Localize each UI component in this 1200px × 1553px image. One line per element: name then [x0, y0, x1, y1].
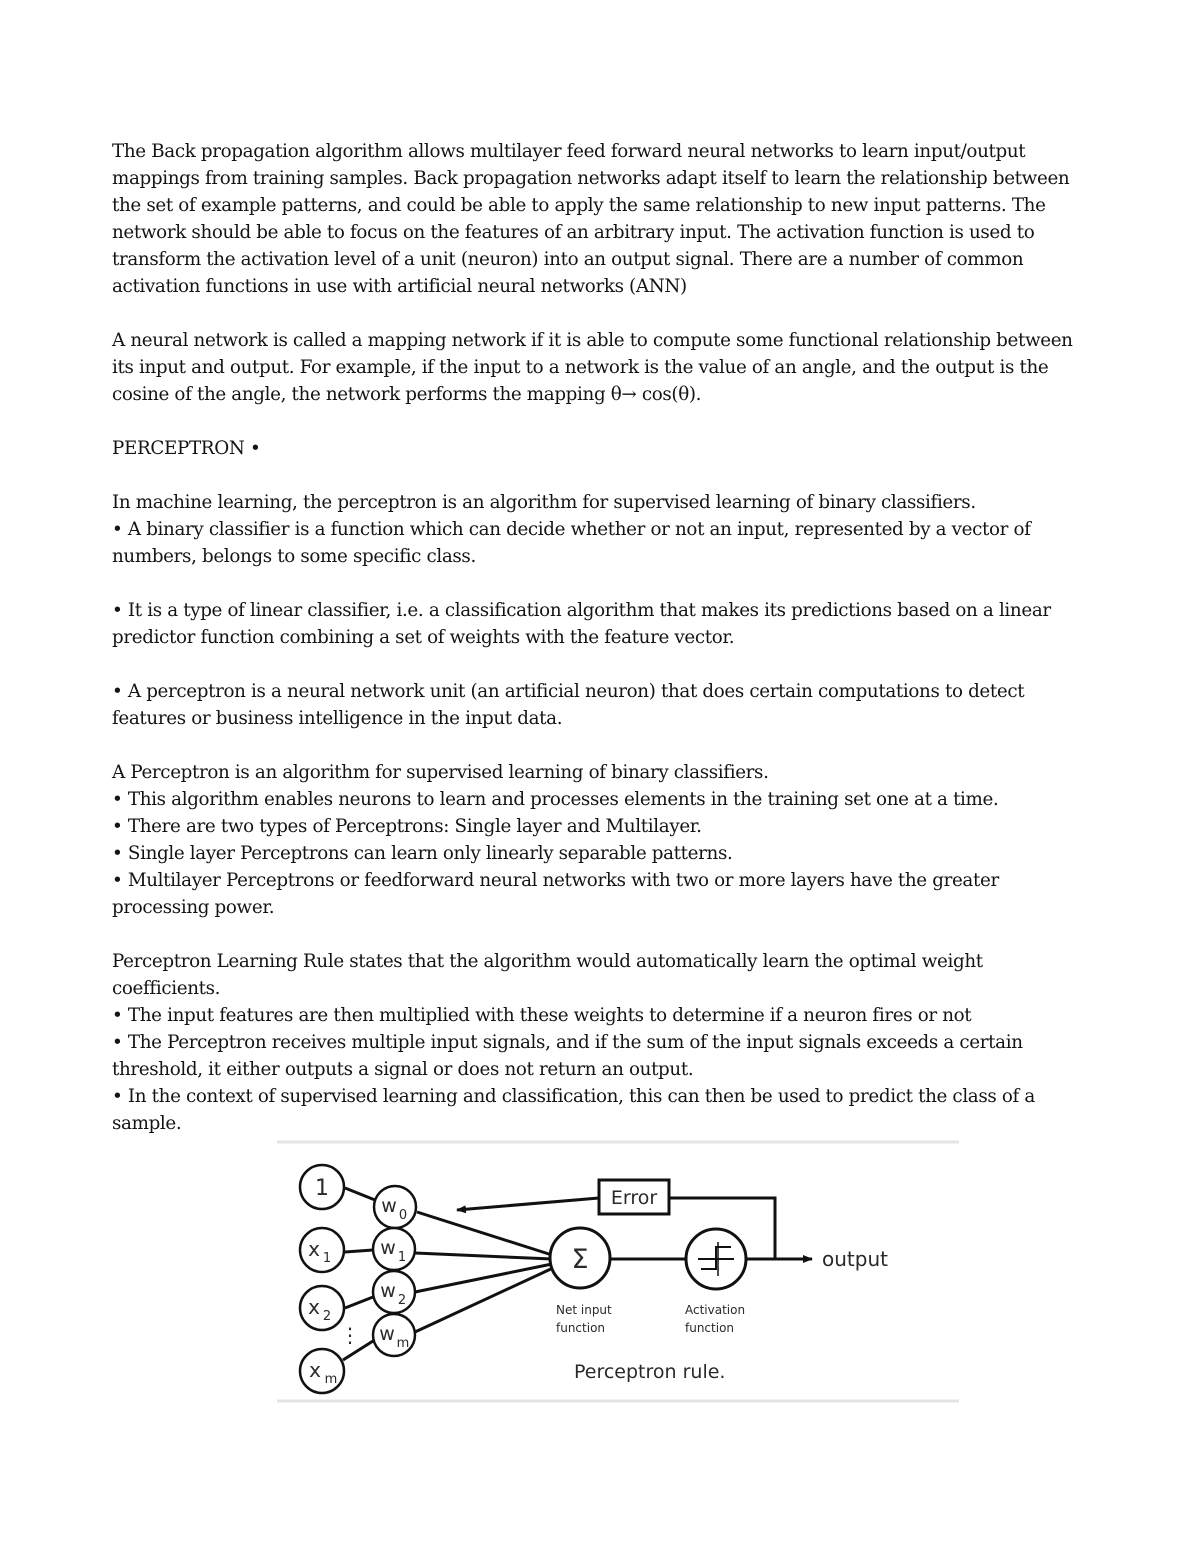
document-body [112, 138, 1092, 1137]
learning-rule-line: Perceptron Learning Rule states that the algorithm would automatically learn the optimal weight coefficients. [112, 951, 983, 999]
activation-label-line2: function [685, 1321, 735, 1335]
edge-w0-sum [417, 1212, 552, 1255]
input-node-x1-subscript: 1 [322, 1251, 332, 1266]
perceptron-heading: PERCEPTRON • [112, 438, 261, 459]
input-node-xm-base: x [309, 1358, 321, 1382]
edge-w1-sum [415, 1253, 552, 1259]
input-node-1-label: 1 [315, 1176, 329, 1201]
weight-node-w1 [373, 1228, 415, 1270]
edge-x2-w2 [345, 1297, 373, 1308]
algorithm-bullet-3: • Single layer Perceptrons can learn only linearly separable patterns. [112, 843, 733, 864]
ellipsis-dots: ⋮ [340, 1323, 360, 1347]
net-input-label-line2: function [556, 1321, 606, 1335]
weight-node-w2-base: w [380, 1280, 396, 1302]
intro-paragraph: The Back propagation algorithm allows multilayer feed forward neural networks to learn input/output mappings from training samples. Back propagation networks adapt itself to learn the relationship between the set of example patterns, and could be able to apply the same relationship to new input patterns. The network should be able to focus on the features of an arbitrary input. The activation function is used to transform the activation level of a unit (neuron) into an output signal. There are a number of common activation functions in use with artificial neural networks (ANN) [112, 141, 1070, 297]
input-node-x1-base: x [308, 1237, 320, 1261]
summation-node [550, 1228, 610, 1288]
weight-node-wm [373, 1314, 415, 1356]
algorithm-bullet-4: • Multilayer Perceptrons or feedforward neural networks with two or more layers have the greater processing power. [112, 870, 999, 918]
weight-node-w0 [374, 1186, 416, 1228]
feedback-arrow [457, 1198, 599, 1210]
edge-1-w0 [345, 1188, 375, 1200]
activation-node [686, 1229, 746, 1289]
figure-caption: Perceptron rule. [574, 1361, 726, 1383]
weight-node-wm-subscript: m [396, 1336, 410, 1351]
weight-node-w2-subscript: 2 [397, 1293, 407, 1308]
learning-rule-bullet-1: • The input features are then multiplied with these weights to determine if a neuron fires or not [112, 1005, 972, 1026]
perceptron-diagram [277, 1140, 959, 1404]
input-node-x1 [300, 1228, 344, 1272]
learning-rule-bullet-2: • The Perceptron receives multiple input signals, and if the sum of the input signals exceeds a certain threshold, it either outputs a signal or does not return an output. [112, 1032, 1023, 1080]
perceptron-diagram-svg [277, 1140, 959, 1404]
weight-node-wm-base: w [379, 1323, 395, 1345]
net-input-label-line1: Net input [556, 1303, 612, 1317]
summation-symbol: Σ [571, 1244, 589, 1275]
algorithm-bullet-1: • This algorithm enables neurons to learn and processes elements in the training set one at a time. [112, 789, 999, 810]
output-label: output [822, 1247, 888, 1271]
weight-node-w0-subscript: 0 [398, 1208, 408, 1223]
input-node-x2-base: x [308, 1295, 320, 1319]
input-node-1 [300, 1165, 344, 1209]
learning-rule-bullet-3: • In the context of supervised learning and classification, this can then be used to predict the class of a sample. [112, 1086, 1035, 1134]
weight-sum-edges [415, 1212, 553, 1332]
error-label: Error [610, 1187, 658, 1209]
algorithm-bullet-2: • There are two types of Perceptrons: Single layer and Multilayer. [112, 816, 702, 837]
mapping-paragraph: A neural network is called a mapping network if it is able to compute some functional relationship between its input and output. For example, if the input to a network is the value of an angle, and the output is the cosine of the angle, the network performs the mapping θ→ cos(θ). [112, 330, 1073, 405]
input-node-x2-subscript: 2 [322, 1309, 332, 1324]
input-node-xm [300, 1349, 344, 1393]
neural-unit-bullet: • A perceptron is a neural network unit (an artificial neuron) that does certain computations to detect features or business intelligence in the input data. [112, 681, 1025, 729]
weight-node-w0-base: w [381, 1195, 397, 1217]
input-node-xm-circle [300, 1349, 344, 1393]
linear-classifier-bullet: • It is a type of linear classifier, i.e. a classification algorithm that makes its predictions based on a linear predictor function combining a set of weights with the feature vector. [112, 600, 1051, 648]
input-node-x2 [300, 1286, 344, 1330]
weight-node-w1-base: w [380, 1237, 396, 1259]
input-node-xm-subscript: m [324, 1372, 338, 1387]
binary-classifier-bullet: • A binary classifier is a function which can decide whether or not an input, represented by a vector of numbers, belongs to some specific class. [112, 519, 1031, 567]
algorithm-line: A Perceptron is an algorithm for supervised learning of binary classifiers. [112, 762, 769, 783]
ml-definition: In machine learning, the perceptron is an algorithm for supervised learning of binary classifiers. [112, 492, 976, 513]
edge-x1-w1 [345, 1250, 373, 1252]
activation-label-line1: Activation [685, 1303, 746, 1317]
weight-node-w2 [373, 1271, 415, 1313]
weight-node-w1-subscript: 1 [397, 1250, 407, 1265]
